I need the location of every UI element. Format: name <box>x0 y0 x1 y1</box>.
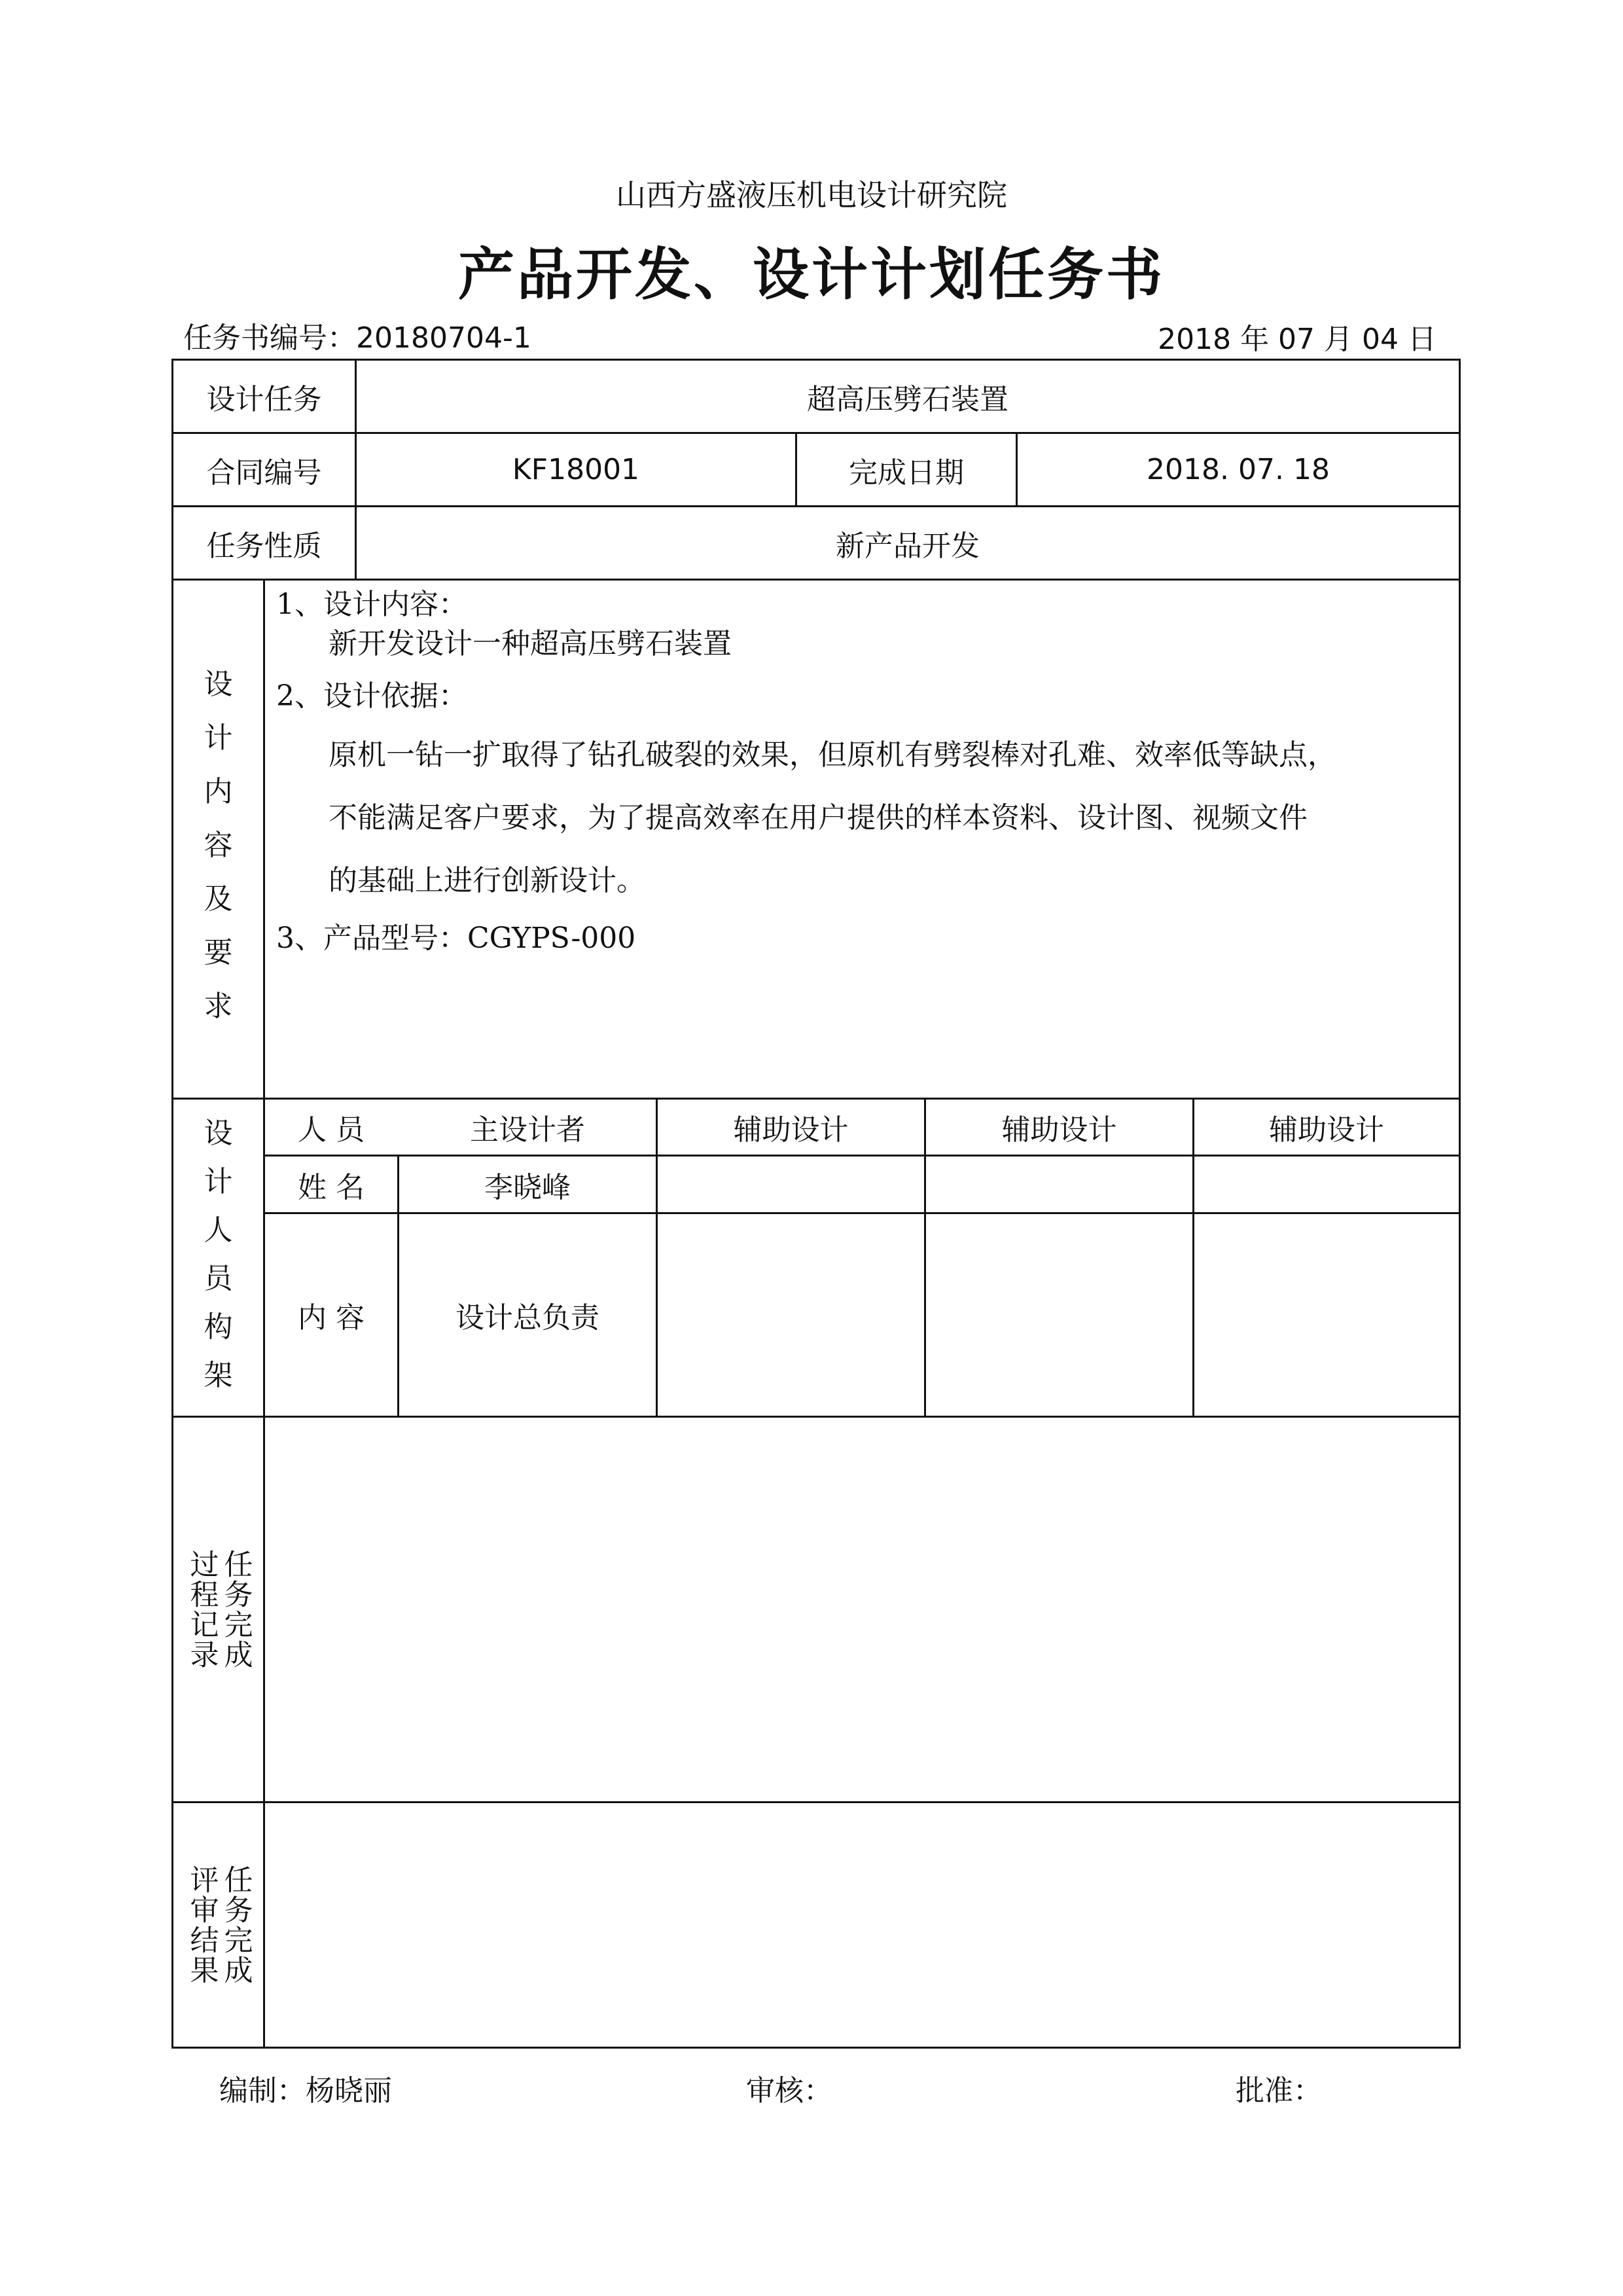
staff-label-char: 设 <box>204 1117 233 1150</box>
page-title: 产品开发、设计计划任务书 <box>458 242 1165 308</box>
task-number-value: 20180704-1 <box>356 321 531 355</box>
compiled-by <box>219 2067 392 2109</box>
duty-main-designer: 设计总负责 <box>455 1301 599 1335</box>
compiled-name: 杨晓丽 <box>306 2074 392 2108</box>
content-item-2-line: 的基础上进行创新设计。 <box>329 864 645 897</box>
process-label <box>173 1418 263 1801</box>
name-assistant-3 <box>1194 1157 1459 1212</box>
design-task-value: 超高压劈石装置 <box>807 382 1008 416</box>
content-label-char: 及 <box>204 882 233 916</box>
content-label-char: 计 <box>204 721 233 755</box>
task-number <box>183 314 531 356</box>
name-assistant-2 <box>926 1157 1192 1212</box>
contract-label: 合同编号 <box>206 456 322 490</box>
staff-label-char: 人 <box>204 1213 233 1247</box>
finish-date-label: 完成日期 <box>849 456 964 490</box>
review-label-b: 评审结果 <box>185 1865 219 1985</box>
staff-label-char: 架 <box>204 1359 233 1392</box>
issue-date: 2018 年 07 月 04 日 <box>1158 323 1436 356</box>
content-item-1-line: 新开发设计一种超高压劈石装置 <box>329 627 732 660</box>
process-record-area <box>265 1418 1459 1801</box>
content-label <box>173 658 263 1033</box>
row-label-name: 姓 名 <box>298 1170 365 1204</box>
process-label-b: 过程记录 <box>185 1549 219 1670</box>
role-assistant-2: 辅助设计 <box>1001 1113 1117 1147</box>
content-label-char: 设 <box>204 668 233 701</box>
compiled-label: 编制： <box>219 2074 306 2108</box>
contract-number: KF18001 <box>512 453 640 486</box>
content-body <box>276 585 1448 965</box>
content-item-3-head: 3、产品型号：CGYPS-000 <box>276 922 636 955</box>
review-label <box>173 1803 263 2047</box>
role-main-designer: 主设计者 <box>470 1113 585 1147</box>
content-item-2-line: 不能满足客户要求，为了提高效率在用户提供的样本资料、设计图、视频文件 <box>329 801 1308 834</box>
content-label-char: 要 <box>204 936 233 969</box>
review-label-a: 任务完成 <box>219 1865 253 1985</box>
audit-label: 审核： <box>746 2074 832 2108</box>
row-label-staff: 人 员 <box>298 1113 365 1147</box>
finish-date-value: 2018. 07. 18 <box>1147 453 1330 486</box>
task-nature-label: 任务性质 <box>206 529 322 563</box>
content-item-2-line: 原机一钻一扩取得了钻孔破裂的效果，但原机有劈裂棒对孔难、效率低等缺点， <box>329 738 1336 772</box>
task-number-label: 任务书编号： <box>183 321 356 355</box>
staff-label-char: 计 <box>204 1165 233 1198</box>
name-assistant-1 <box>658 1157 924 1212</box>
staff-label-char: 员 <box>204 1262 233 1295</box>
review-result-area <box>265 1803 1459 2047</box>
process-label-a: 任务完成 <box>219 1549 253 1670</box>
content-label-char: 内 <box>204 775 233 808</box>
content-item-1-head: 1、设计内容： <box>276 588 467 621</box>
content-label-char: 容 <box>204 829 233 862</box>
staff-label <box>173 1109 263 1400</box>
staff-label-char: 构 <box>204 1310 233 1344</box>
role-assistant-3: 辅助设计 <box>1269 1113 1384 1147</box>
content-label-char: 求 <box>204 990 233 1023</box>
duty-assistant-2 <box>926 1214 1192 1416</box>
content-item-2-head: 2、设计依据： <box>276 679 467 713</box>
duty-assistant-1 <box>658 1214 924 1416</box>
role-assistant-1: 辅助设计 <box>733 1113 849 1147</box>
institute-name: 山西方盛液压机电设计研究院 <box>616 177 1007 213</box>
row-label-duty: 内 容 <box>298 1301 365 1335</box>
task-nature-value: 新产品开发 <box>836 529 980 563</box>
design-task-label: 设计任务 <box>206 382 322 416</box>
name-main-designer: 李晓峰 <box>484 1170 571 1204</box>
duty-assistant-3 <box>1194 1214 1459 1416</box>
approve-label: 批准： <box>1236 2074 1322 2108</box>
